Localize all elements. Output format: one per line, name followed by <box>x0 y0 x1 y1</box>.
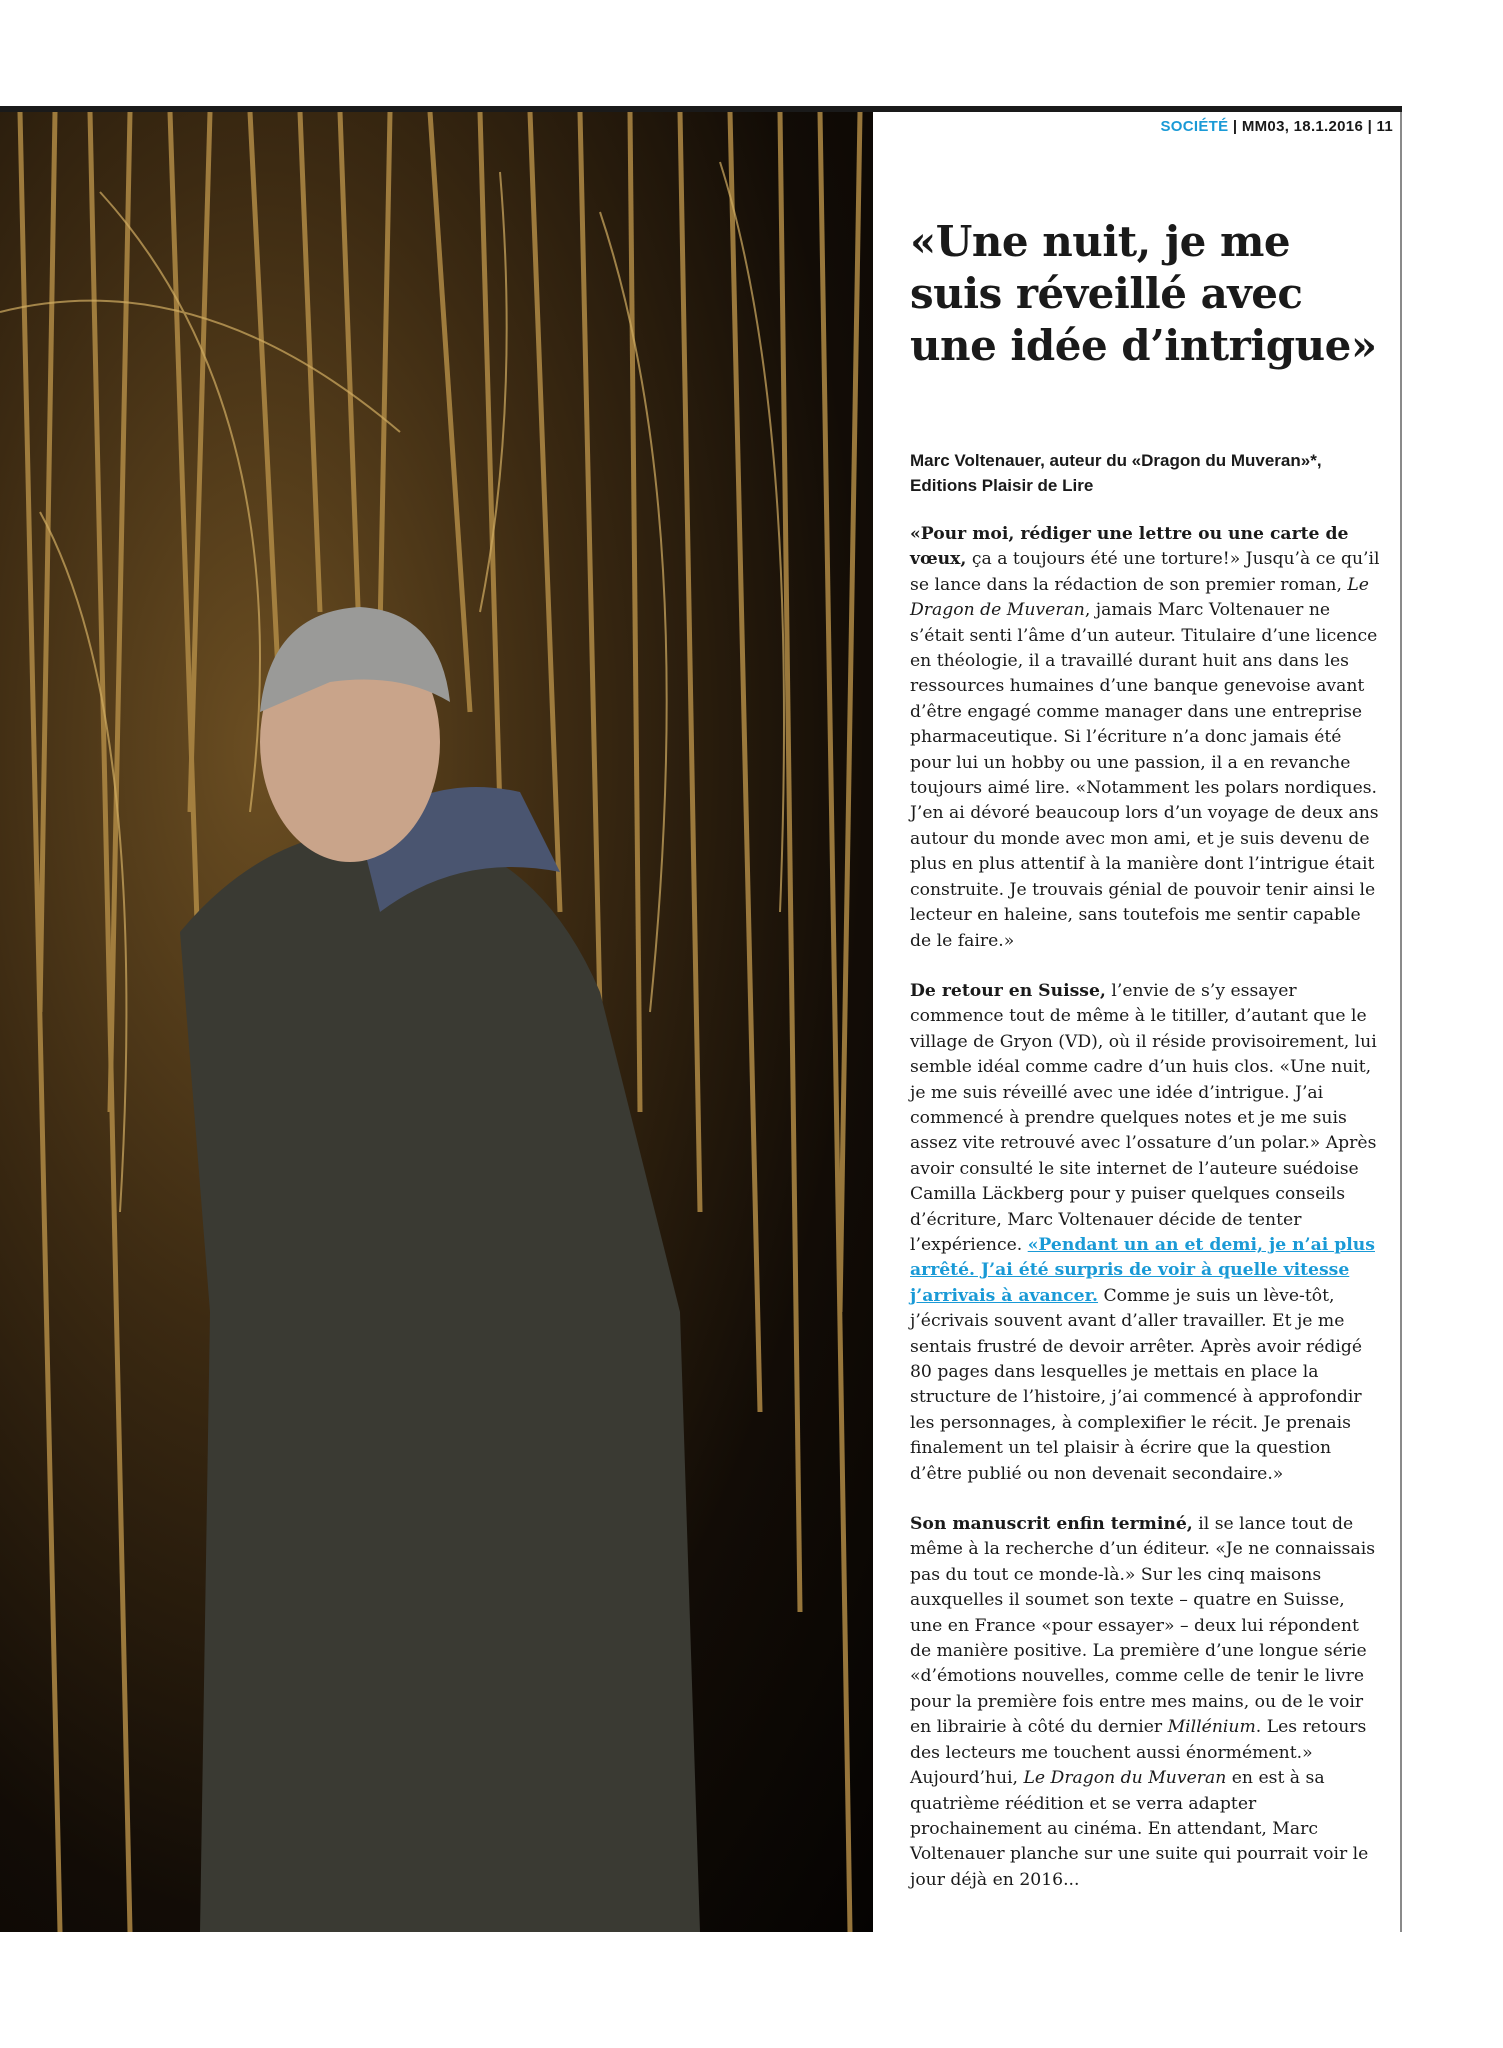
article-body <box>910 522 1380 1918</box>
highlighted-quote: «Pendant un an et demi, je n’ai plus arrêté. J’ai été surpris de voir à quelle vitesse j’arrivais à avancer. <box>910 1234 1375 1306</box>
header-separator: | <box>1367 118 1373 135</box>
issue-date: MM03, 18.1.2016 <box>1241 118 1364 135</box>
portrait-illustration <box>0 112 873 1932</box>
portrait-photo <box>0 112 873 1932</box>
paragraph-text: . Les retours des lecteurs me touchent aussi énormément.» Aujourd’hui, <box>910 1717 1367 1789</box>
paragraph-text: ça a toujours été une torture!» Jusqu’à ce qu’il se lance dans la rédaction de son premier roman, <box>910 549 1380 595</box>
paragraph-text: il se lance tout de même à la recherche d’un éditeur. «Je ne connaissais pas du tout ce monde-là.» Sur les cinq maisons auxquelles il soumet son texte – quatre en Suisse, une en France «pour essayer» – deux lui répondent de manière positive. La première d’une longue série «d’émotions nouvelles, comme celle de tenir le livre pour la première fois entre mes mains, ou de le voir en librairie à côté du dernier <box>910 1514 1376 1738</box>
paragraph <box>910 979 1380 1487</box>
paragraph-lead: De retour en Suisse, <box>910 980 1106 1001</box>
page-number: 11 <box>1376 118 1393 135</box>
header-separator: | <box>1232 118 1238 135</box>
book-title: Millénium <box>1167 1717 1256 1738</box>
page-header <box>1160 118 1393 135</box>
book-title: Le Dragon de Muveran <box>910 574 1369 621</box>
paragraph-text: , jamais Marc Voltenauer ne s’était senti l’âme d’un auteur. Titulaire d’une licence en théologie, il a travaillé durant huit ans dans les ressources humaines d’une banque genevoise avant d’être engagé comme manager dans une entreprise pharmaceutique. Si l’écriture n’a donc jamais été pour lui un hobby ou une passion, il a en revanche toujours aimé lire. «Notamment les polars nordiques. J’en ai dévoré beaucoup lors d’un voyage de deux ans autour du monde avec mon ami, et je suis devenu de plus en plus attentif à la manière dont l’intrigue était construite. Je trouvais génial de pouvoir tenir ainsi le lecteur en haleine, sans toutefois me sentir capable de le faire.» <box>910 600 1379 951</box>
headline: «Une nuit, je me suis réveillé avec une idée d’intrigue» <box>910 217 1377 370</box>
section-label: SOCIÉTÉ <box>1160 118 1229 135</box>
paragraph-text: l’envie de s’y essayer commence tout de même à le titiller, d’autant que le village de Gryon (VD), où il réside provisoirement, lui semble idéal comme cadre d’un huis clos. «Une nuit, je me suis réveillé avec une idée d’intrigue. J’ai commencé à prendre quelques notes et je me suis assez vite retrouvé avec l’ossature d’un polar.» Après avoir consulté le site internet de l’auteure suédoise Camilla Läckberg pour y puiser quelques conseils d’écriture, Marc Voltenauer décide de tenter l’expérience. <box>910 980 1377 1255</box>
paragraph <box>910 522 1380 954</box>
subhead: Marc Voltenauer, auteur du «Dragon du Muveran»*, Editions Plaisir de Lire <box>910 451 1322 495</box>
paragraph-lead: Son manuscrit enfin terminé, <box>910 1514 1193 1535</box>
column-rule <box>1400 112 1402 1932</box>
paragraph-text: Comme je suis un lève-tôt, j’écrivais souvent avant d’aller travailler. Et je me sentais frustré de devoir arrêter. Après avoir rédigé 80 pages dans lesquelles je mettais en place la structure de l’histoire, j’ai commencé à approfondir les personnages, à complexifier le récit. Je prenais finalement un tel plaisir à écrire que la question d’être publié ou non devenait secondaire.» <box>910 1285 1363 1484</box>
paragraph <box>910 1512 1380 1893</box>
paragraph-text: en est à sa quatrième réédition et se verra adapter prochainement au cinéma. En attendant, Marc Voltenauer planche sur une suite qui pourrait voir le jour déjà en 2016... <box>910 1768 1369 1890</box>
book-title: Le Dragon du Muveran <box>1023 1768 1227 1789</box>
paragraph-lead: «Pour moi, rédiger une lettre ou une carte de vœux, <box>910 524 1349 570</box>
